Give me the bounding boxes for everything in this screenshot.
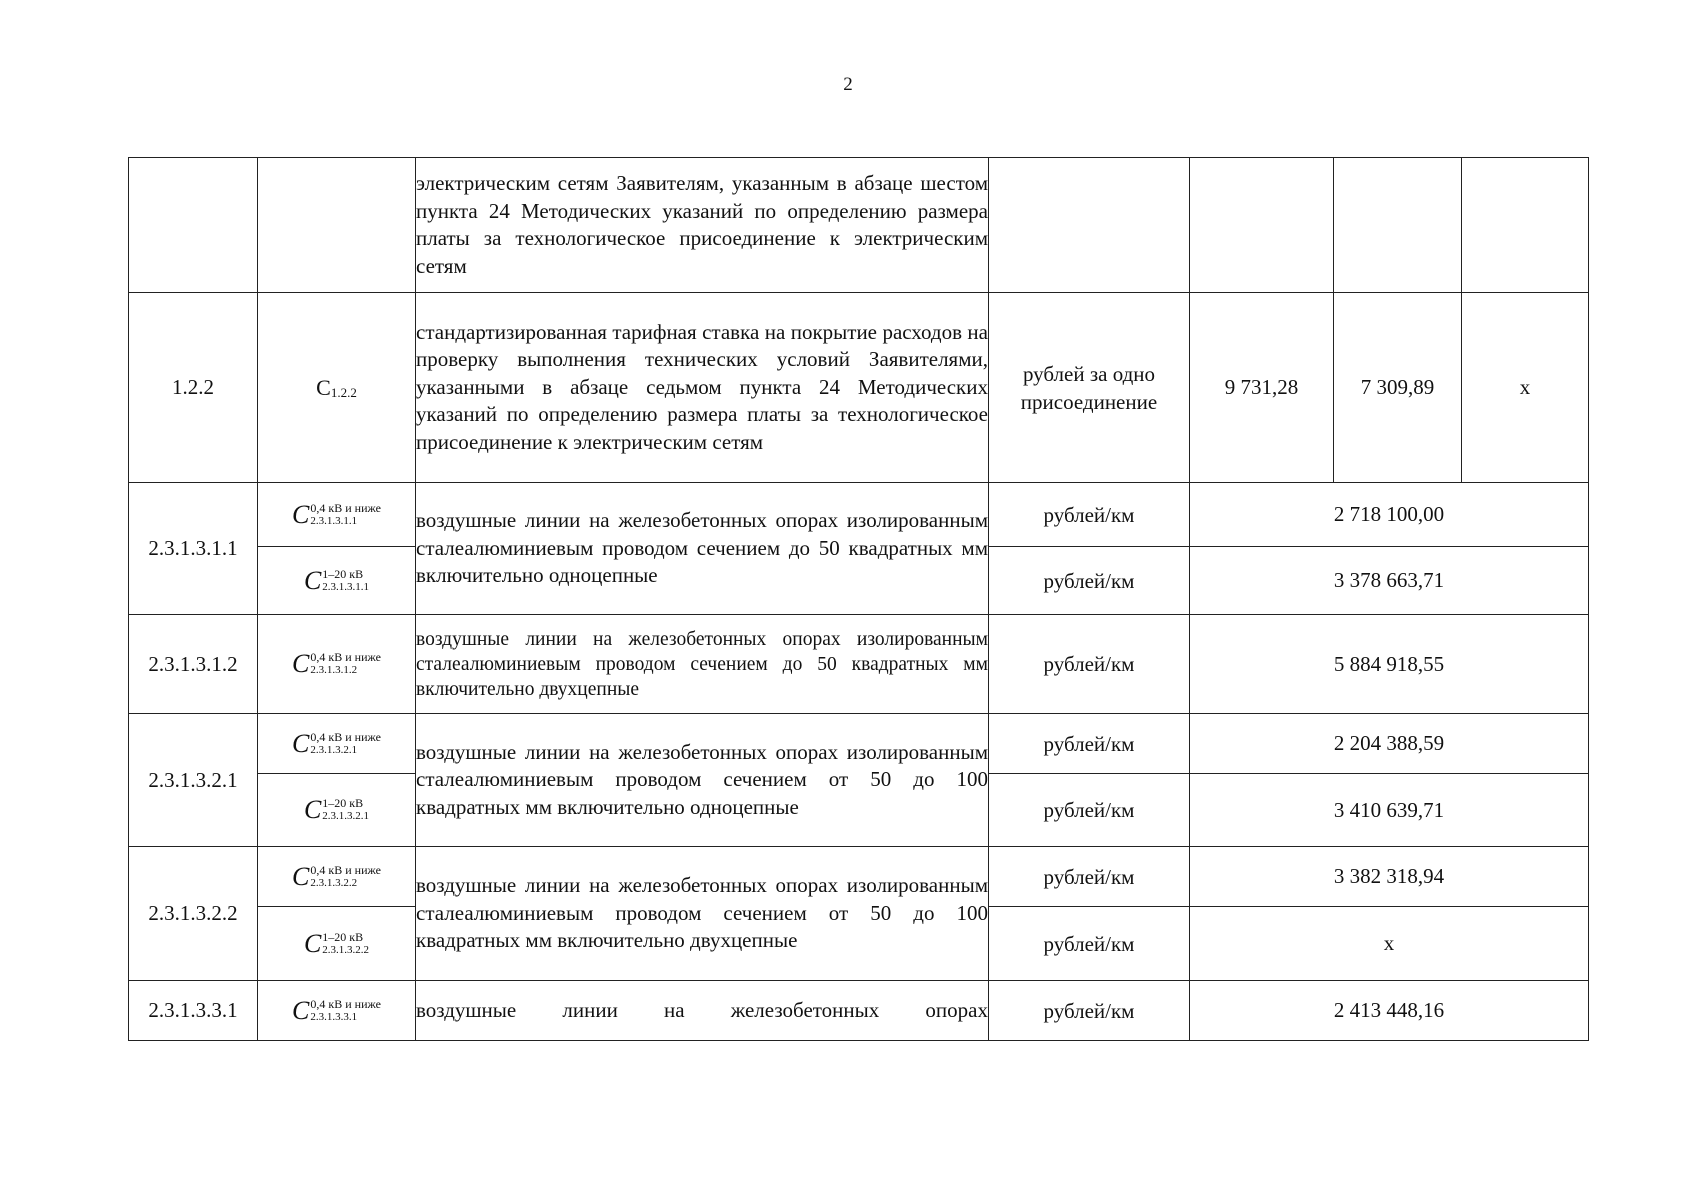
value-cell: 3 382 318,94 [1190,847,1589,907]
symbol-base: С [316,374,331,400]
tariff-table [128,157,1589,1041]
value-cell: 2 718 100,00 [1190,483,1589,547]
symbol-superscript: 0,4 кВ и ниже [310,500,381,515]
description-cell: электрическим сетям Заявителям, указанным в абзаце шестом пункта 24 Методических указаний по определению размера платы за технологическое присоединение к электрическим сетям [416,158,989,293]
description-cell: воздушные линии на железобетонных опорах изолированным сталеалюминиевым проводом сечением от 50 до 100 квадратных мм включительно двухцепные [416,847,989,981]
num-cell [129,158,258,293]
rate-symbol: C 1–20 кВ 2.3.1.3.2.2 [258,907,416,981]
page-number: 2 [843,74,853,95]
description-cell: стандартизированная тарифная ставка на покрытие расходов на проверку выполнения технических условий Заявителями, указанными в абзаце седьмом пункта 24 Методических указаний по определению размера платы за технологическое присоединение к электрическим сетям [416,293,989,483]
row-number: 1.2.2 [129,293,258,483]
unit-cell: рублей/км [989,615,1190,714]
table-row [129,615,1589,714]
unit-cell: рублей/км [989,981,1190,1041]
rate-symbol: C 0,4 кВ и ниже 2.3.1.3.1.2 [258,615,416,714]
unit-cell: рублей/км [989,907,1190,981]
symbol-superscript: 1–20 кВ [322,929,364,944]
unit-cell: рублей/км [989,847,1190,907]
row-number: 2.3.1.3.1.2 [129,615,258,714]
symbol-subscript: 2.3.1.3.2.2 [322,943,370,956]
description-cell: воздушные линии на железобетонных опорах изолированным сталеалюминиевым проводом сечением до 50 квадратных мм включительно одноцепные [416,483,989,615]
symbol-superscript: 1–20 кВ [322,796,364,810]
value-cell: 7 309,89 [1334,293,1462,483]
value-cell: 2 204 388,59 [1190,714,1589,774]
unit-cell: рублей/км [989,714,1190,774]
symbol-superscript: 0,4 кВ и ниже [310,862,381,877]
symbol-subscript: 2.3.1.3.3.1 [310,1010,358,1023]
rate-symbol: C 1–20 кВ 2.3.1.3.1.1 [258,547,416,615]
value-cell: 2 413 448,16 [1190,981,1589,1041]
description-cell: воздушные линии на железобетонных опорах изолированным сталеалюминиевым проводом сечением до 50 квадратных мм включительно двухцепные [416,615,989,714]
value-cell: х [1462,293,1589,483]
symbol-superscript: 1–20 кВ [322,566,364,581]
rate-symbol: C 0,4 кВ и ниже 2.3.1.3.2.1 [258,714,416,774]
symbol-superscript: 0,4 кВ и ниже [310,650,381,664]
description-cell: воздушные линии на железобетонных опорах [416,981,989,1041]
row-number: 2.3.1.3.2.2 [129,847,258,981]
symbol-subscript: 2.3.1.3.1.1 [310,514,358,527]
value-cell: 5 884 918,55 [1190,615,1589,714]
unit-cell [989,158,1190,293]
symbol-subscript: 2.3.1.3.1.1 [322,580,370,593]
description-cell: воздушные линии на железобетонных опорах изолированным сталеалюминиевым проводом сечением от 50 до 100 квадратных мм включительно одноцепные [416,714,989,847]
row-number: 2.3.1.3.3.1 [129,981,258,1041]
symbol-subscript: 2.3.1.3.2.2 [310,876,358,889]
symbol-subscript: 2.3.1.3.2.1 [322,810,370,822]
row-number: 2.3.1.3.2.1 [129,714,258,847]
value-cell: 3 410 639,71 [1190,774,1589,847]
table-row [129,483,1589,547]
rate-symbol: C 1–20 кВ 2.3.1.3.2.1 [258,774,416,847]
value-cell: 9 731,28 [1190,293,1334,483]
rate-symbol: C 0,4 кВ и ниже 2.3.1.3.3.1 [258,981,416,1041]
rate-symbol: C 0,4 кВ и ниже 2.3.1.3.2.2 [258,847,416,907]
row-number: 2.3.1.3.1.1 [129,483,258,615]
symbol-subscript: 1.2.2 [330,384,357,400]
unit-cell: рублей/км [989,483,1190,547]
rate-symbol [258,293,416,483]
rate-symbol: C 0,4 кВ и ниже 2.3.1.3.1.1 [258,483,416,547]
unit-cell: рублей за одно присоединение [989,293,1190,483]
value-cell: х [1190,907,1589,981]
table-row [129,847,1589,907]
value-cell [1462,158,1589,293]
unit-cell: рублей/км [989,547,1190,615]
table-row [129,293,1589,483]
code-cell [258,158,416,293]
symbol-subscript: 2.3.1.3.1.2 [310,664,358,676]
table-row [129,981,1589,1041]
symbol-superscript: 0,4 кВ и ниже [310,729,381,744]
table-row [129,158,1589,293]
symbol-subscript: 2.3.1.3.2.1 [310,743,358,756]
unit-cell: рублей/км [989,774,1190,847]
value-cell [1190,158,1334,293]
value-cell [1334,158,1462,293]
value-cell: 3 378 663,71 [1190,547,1589,615]
symbol-superscript: 0,4 кВ и ниже [310,996,381,1011]
table-row [129,714,1589,774]
